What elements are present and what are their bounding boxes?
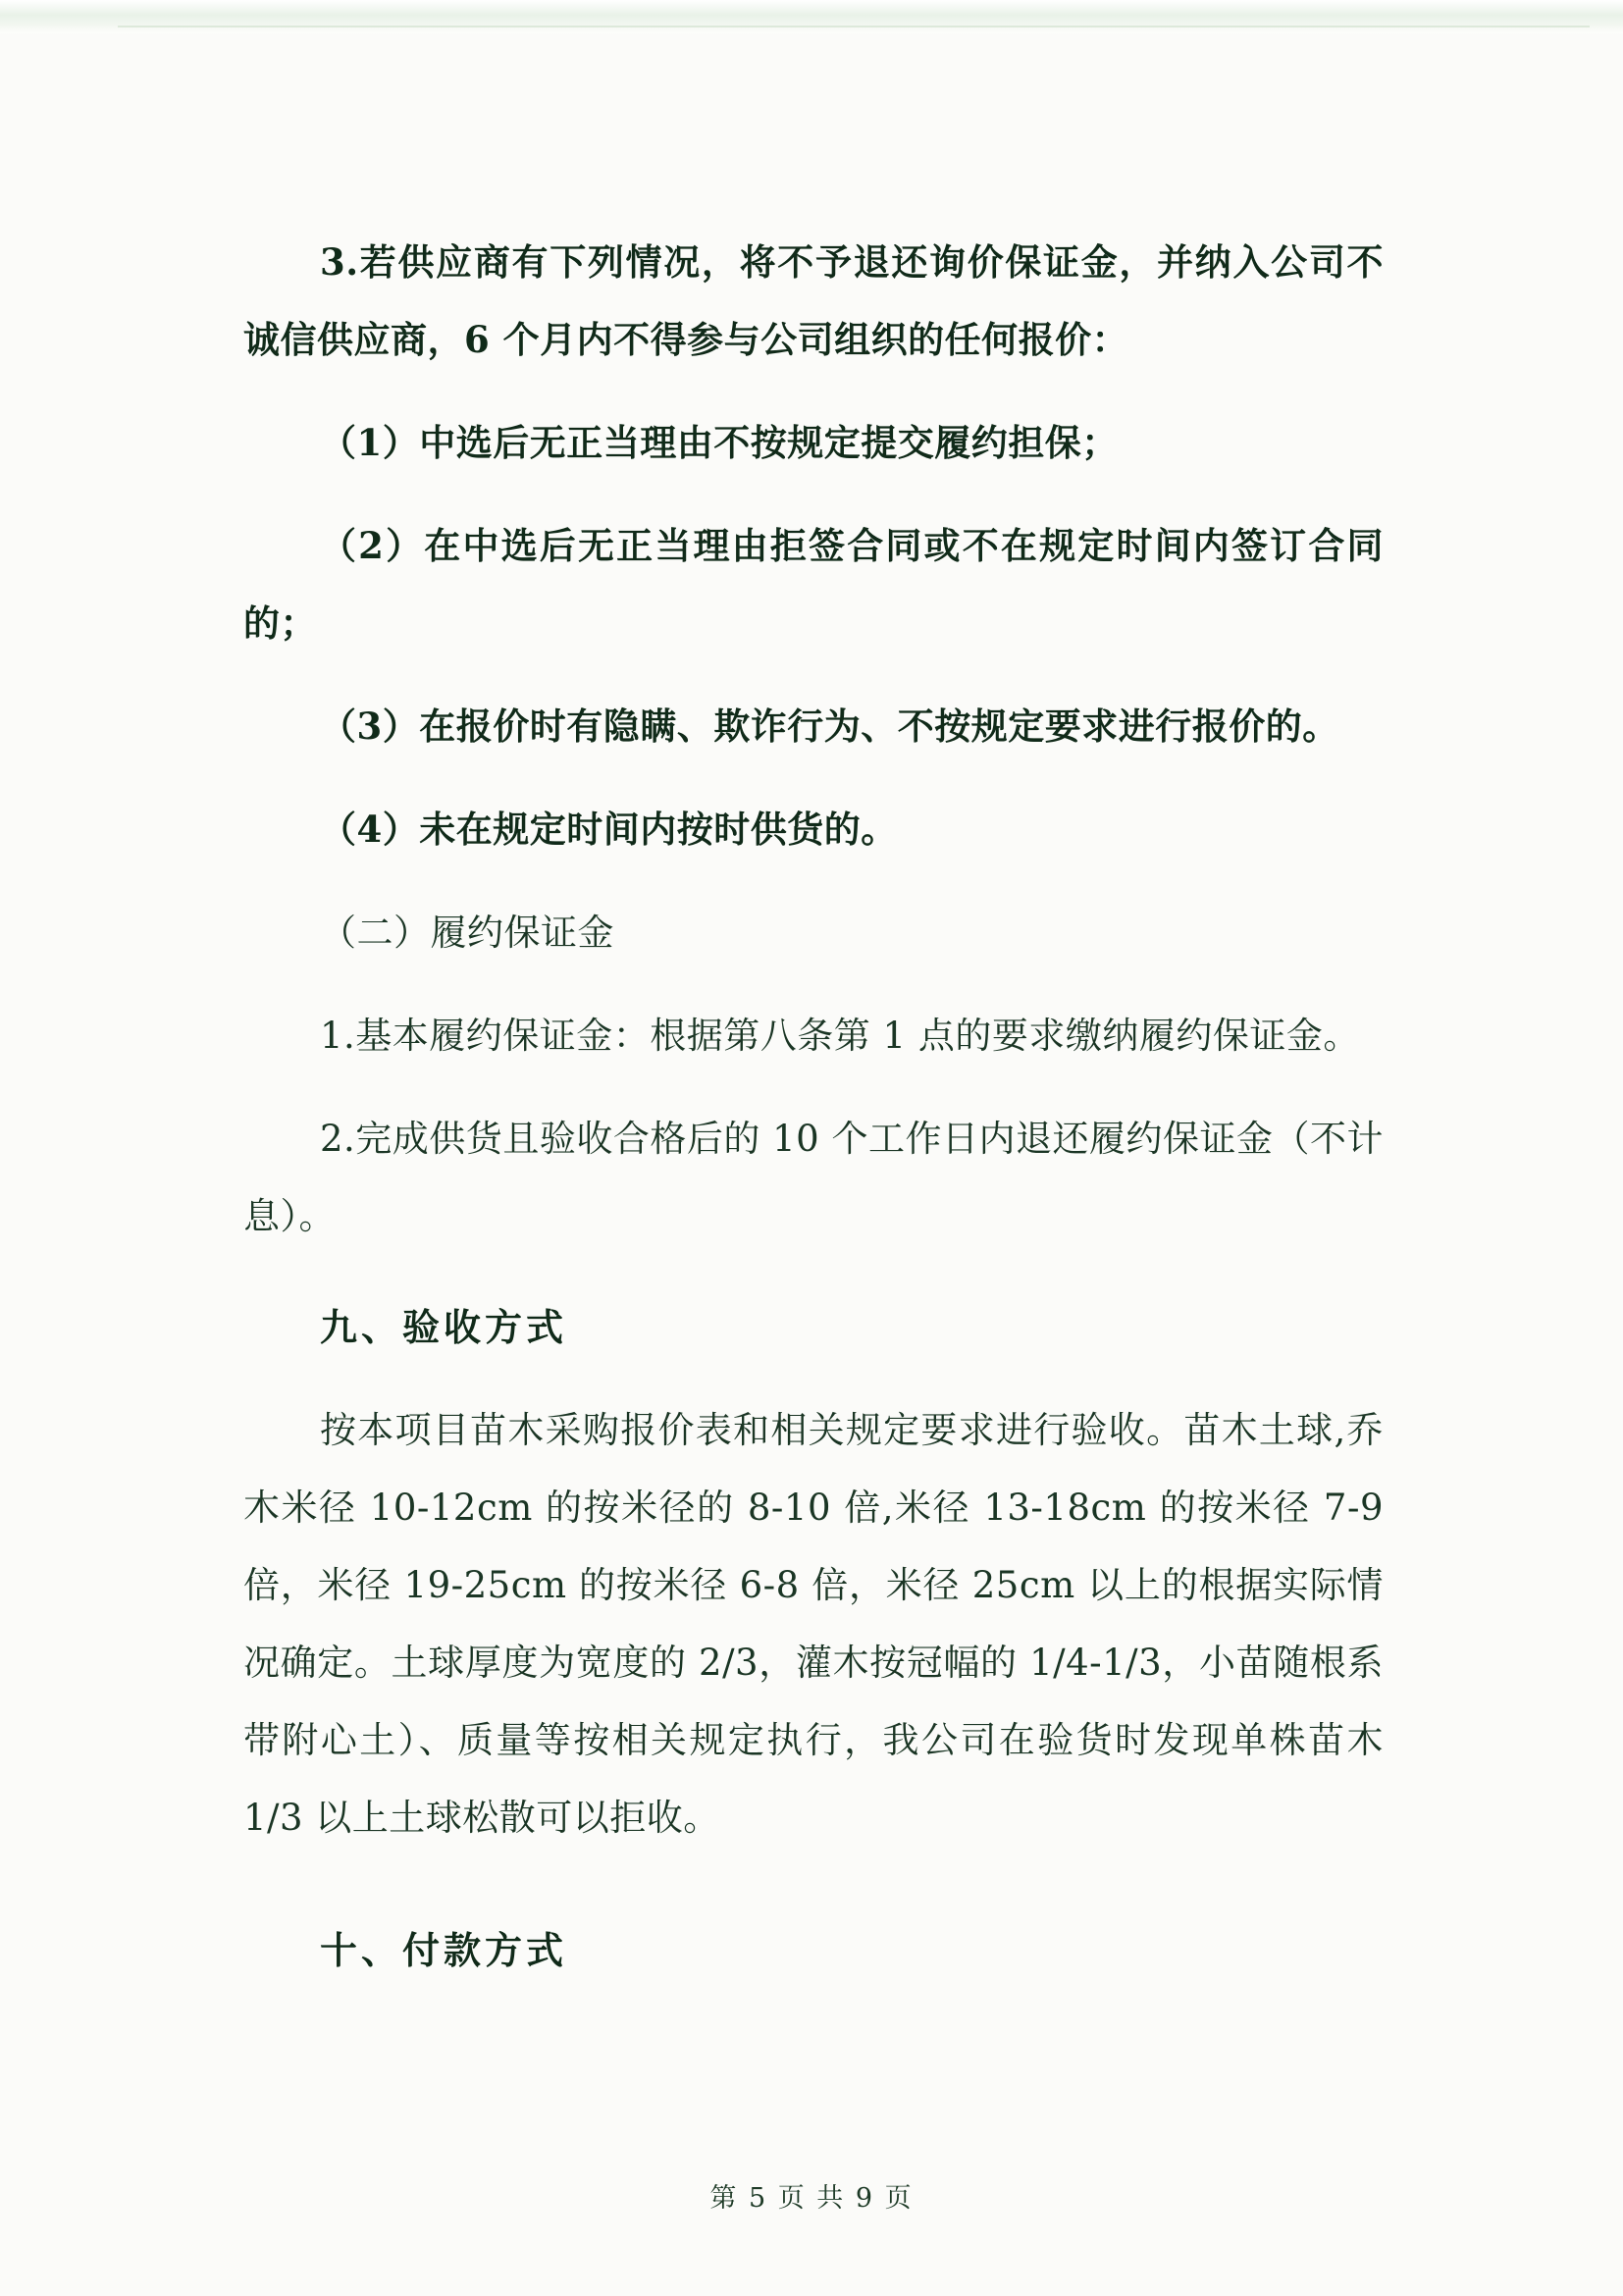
paragraph-item-3-1: （1）中选后无正当理由不按规定提交履约担保； (320, 421, 1119, 464)
paragraph-item-3-2: （2）在中选后无正当理由拒签合同或不在规定时间内签订合同的； (243, 524, 1384, 645)
scan-artifact-band (0, 0, 1623, 33)
footer-divider (245, 2168, 1384, 2169)
heading-ten: 十、付款方式 (320, 1928, 568, 1972)
paragraph-item-1: 1.基本履约保证金：根据第八条第 1 点的要求缴纳履约保证金。 (320, 1015, 1360, 1057)
scan-artifact-line (118, 26, 1590, 27)
paragraph-item-2: 2.完成供货且验收合格后的 10 个工作日内退还履约保证金（不计息）。 (243, 1118, 1384, 1237)
paragraph-item-3-4: （4）未在规定时间内按时供货的。 (320, 808, 898, 851)
page-footer: 第 5 页 共 9 页 (709, 2183, 914, 2214)
document-body (243, 224, 1384, 2005)
paragraph-item-3-3: （3）在报价时有隐瞒、欺诈行为、不按规定要求进行报价的。 (320, 704, 1339, 748)
paragraph-item-3: 3.若供应商有下列情况，将不予退还询价保证金，并纳入公司不诚信供应商，6 个月内不得参与公司组织的任何报价： (243, 240, 1384, 361)
paragraph-section-2: （二）履约保证金 (320, 912, 614, 954)
heading-nine: 九、验收方式 (320, 1305, 568, 1349)
paragraph-acceptance: 按本项目苗木采购报价表和相关规定要求进行验收。苗木土球,乔木米径 10-12cm 的按米径的 8-10 倍,米径 13-18cm 的按米径 7-9 倍，米径 19-25cm 的按米径 6-8 倍，米径 25cm 以上的根据实际情况确定。土球厚度为宽度的 2/3，灌木按冠幅的 1/4-1/3，小苗随根系带附心土）、质量等按相关规定执行，我公司在验货时发现单株苗木 1/3 以上土球松散可以拒收。 (243, 1409, 1384, 1839)
